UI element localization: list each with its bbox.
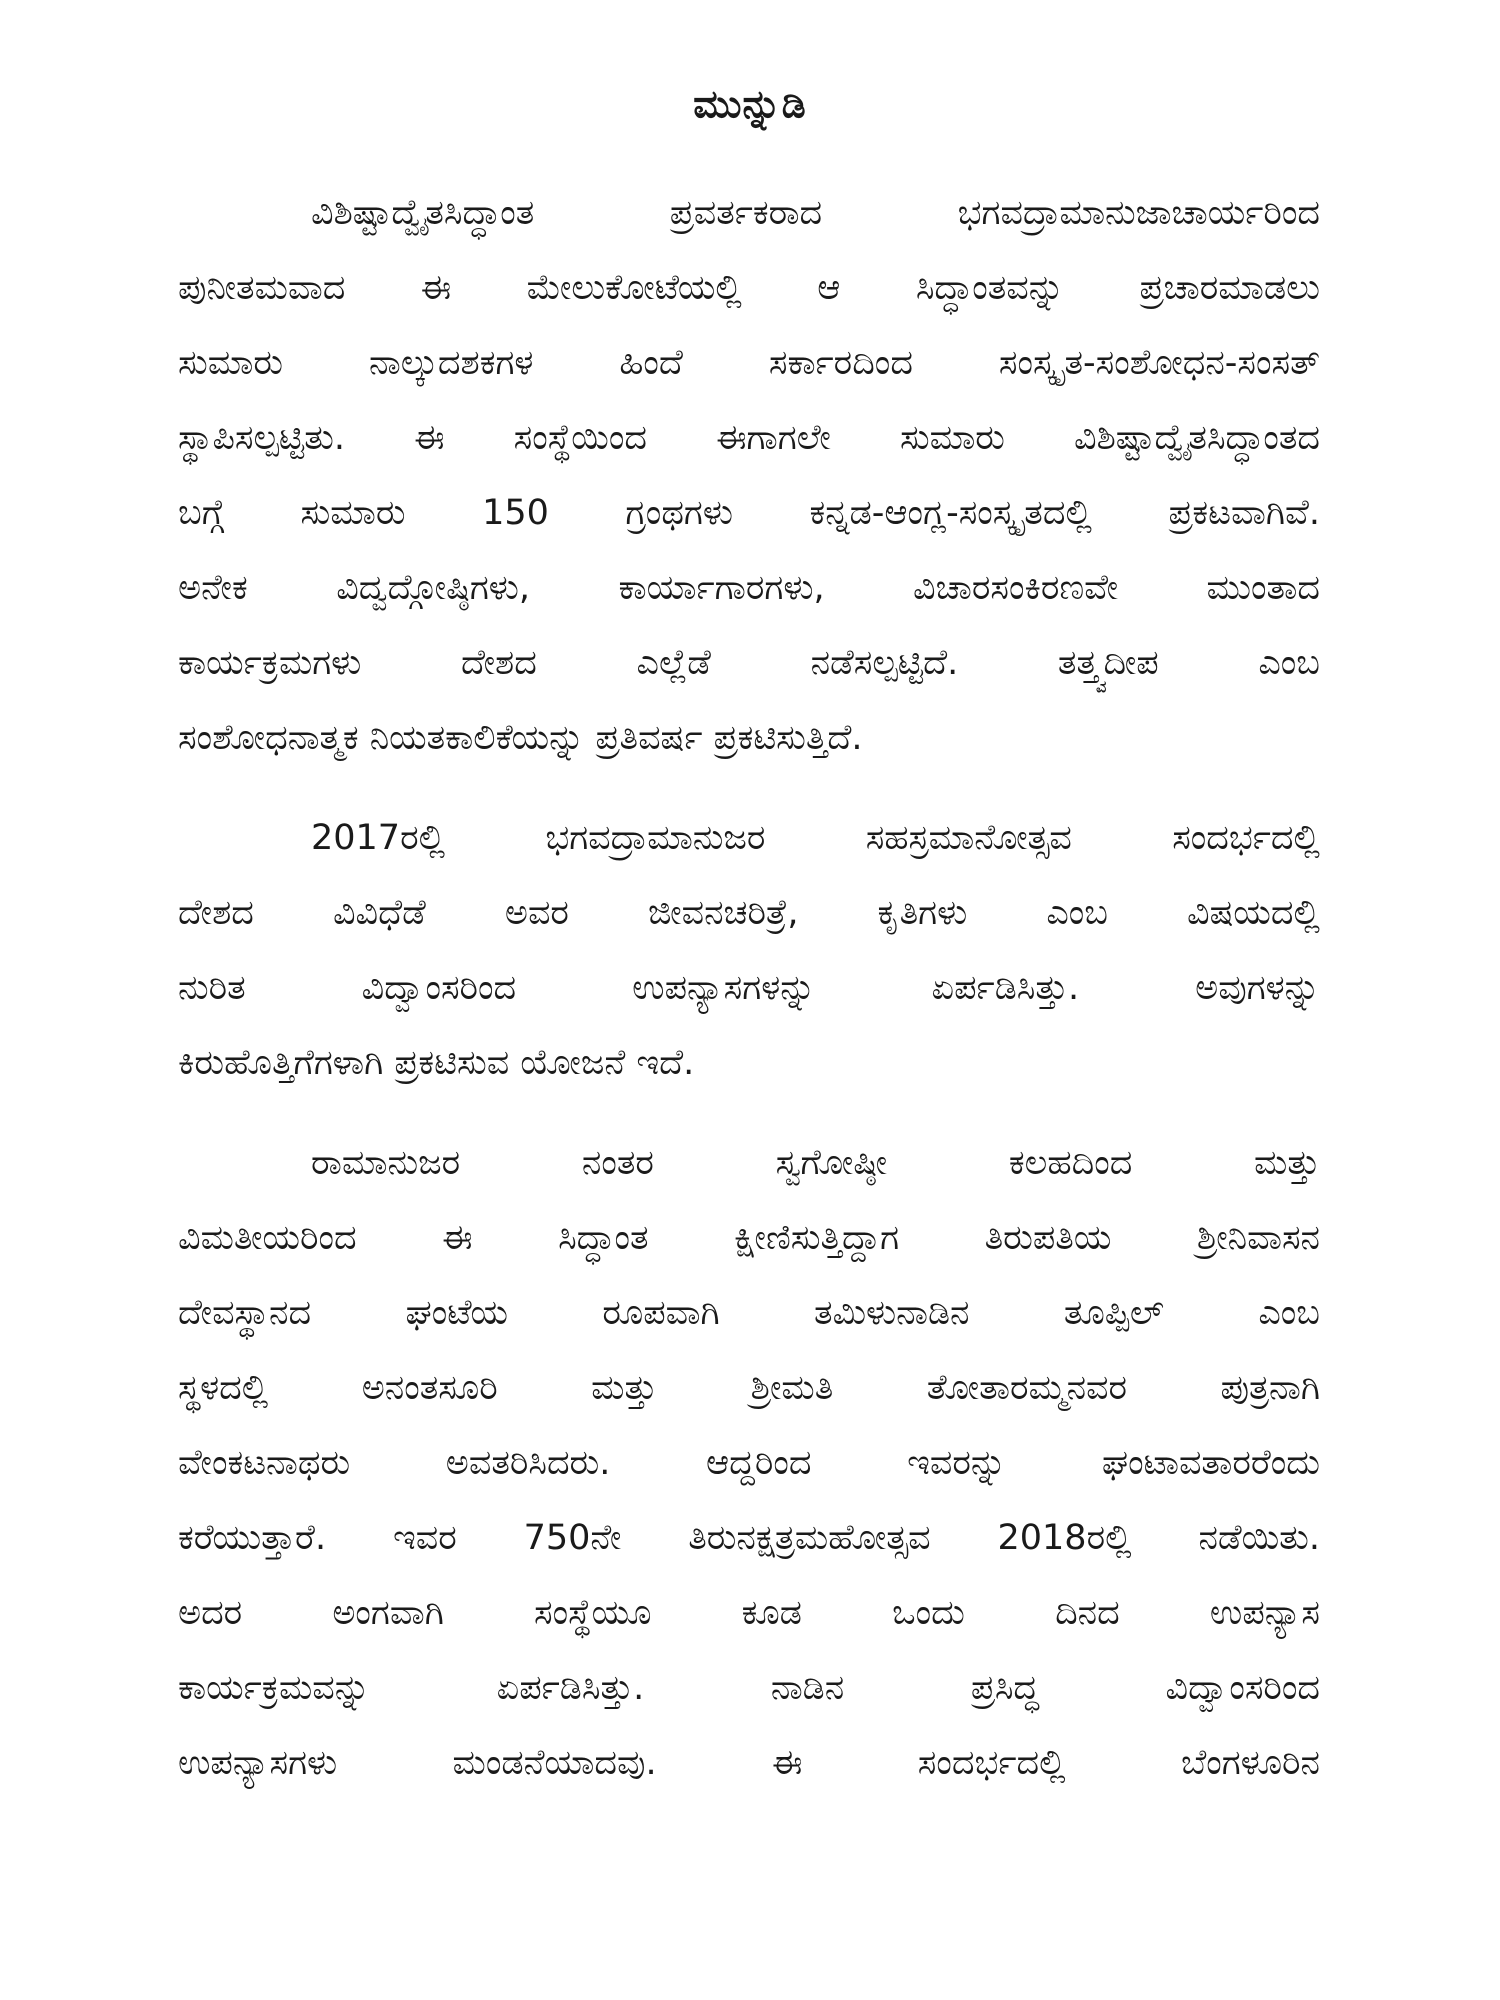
text-line: ವಿಮತೀಯರಿಂದ ಈ ಸಿದ್ಧಾಂತ ಕ್ಷೀಣಿಸುತ್ತಿದ್ದಾಗ ತಿರುಪತಿಯ ಶ್ರೀನಿವಾಸನ (178, 1218, 1320, 1258)
text-line: ವೇಂಕಟನಾಥರು ಅವತರಿಸಿದರು. ಆದ್ದರಿಂದ ಇವರನ್ನು ಘಂಟಾವತಾರರೆಂದು (178, 1443, 1320, 1483)
text-line: ಸ್ಥಾಪಿಸಲ್ಪಟ್ಟಿತು. ಈ ಸಂಸ್ಥೆಯಿಂದ ಈಗಾಗಲೇ ಸುಮಾರು ವಿಶಿಷ್ಟಾದ್ವೈತಸಿದ್ಧಾಂತದ (178, 418, 1320, 458)
text-line: ಸಂಶೋಧನಾತ್ಮಕ ನಿಯತಕಾಲಿಕೆಯನ್ನು ಪ್ರತಿವರ್ಷ ಪ್ರಕಟಿಸುತ್ತಿದೆ. (178, 718, 863, 758)
text-line: ದೇವಸ್ಥಾನದ ಘಂಟೆಯ ರೂಪವಾಗಿ ತಮಿಳುನಾಡಿನ ತೂಪ್ಪಿಲ್ ಎಂಬ (178, 1293, 1320, 1333)
text-line: ದೇಶದ ವಿವಿಧೆಡೆ ಅವರ ಜೀವನಚರಿತ್ರೆ, ಕೃತಿಗಳು ಎಂಬ ವಿಷಯದಲ್ಲಿ (178, 893, 1320, 933)
text-line: ಬಗ್ಗೆ ಸುಮಾರು 150 ಗ್ರಂಥಗಳು ಕನ್ನಡ-ಆಂಗ್ಲ-ಸಂಸ್ಕೃತದಲ್ಲಿ ಪ್ರಕಟವಾಗಿವೆ. (178, 493, 1320, 533)
text-line: ರಾಮಾನುಜರ ನಂತರ ಸ್ವಗೋಷ್ಠೀ ಕಲಹದಿಂದ ಮತ್ತು (311, 1143, 1320, 1183)
text-line: ಕಾರ್ಯಕ್ರಮಗಳು ದೇಶದ ಎಲ್ಲೆಡೆ ನಡೆಸಲ್ಪಟ್ಟಿದೆ. ತತ್ತ್ವದೀಪ ಎಂಬ (178, 643, 1320, 683)
text-line: ಕಿರುಹೊತ್ತಿಗೆಗಳಾಗಿ ಪ್ರಕಟಿಸುವ ಯೋಜನೆ ಇದೆ. (178, 1043, 695, 1083)
text-line: ವಿಶಿಷ್ಟಾದ್ವೈತಸಿದ್ಧಾಂತ ಪ್ರವರ್ತಕರಾದ ಭಗವದ್ರಾಮಾನುಜಾಚಾರ್ಯರಿಂದ (311, 193, 1320, 233)
text-line: ಸ್ಥಳದಲ್ಲಿ ಅನಂತಸೂರಿ ಮತ್ತು ಶ್ರೀಮತಿ ತೋತಾರಮ್ಮನವರ ಪುತ್ರನಾಗಿ (178, 1368, 1320, 1408)
text-line: ಪುನೀತಮವಾದ ಈ ಮೇಲುಕೋಟೆಯಲ್ಲಿ ಆ ಸಿದ್ಧಾಂತವನ್ನು ಪ್ರಚಾರಮಾಡಲು (178, 268, 1320, 308)
text-line: ಕರೆಯುತ್ತಾರೆ. ಇವರ 750ನೇ ತಿರುನಕ್ಷತ್ರಮಹೋತ್ಸವ 2018ರಲ್ಲಿ ನಡೆಯಿತು. (178, 1518, 1320, 1558)
text-line: ಕಾರ್ಯಕ್ರಮವನ್ನು ಏರ್ಪಡಿಸಿತ್ತು. ನಾಡಿನ ಪ್ರಸಿದ್ಧ ವಿದ್ವಾಂಸರಿಂದ (178, 1668, 1320, 1708)
text-line: 2017ರಲ್ಲಿ ಭಗವದ್ರಾಮಾನುಜರ ಸಹಸ್ರಮಾನೋತ್ಸವ ಸಂದರ್ಭದಲ್ಲಿ (311, 818, 1320, 858)
text-line: ಅದರ ಅಂಗವಾಗಿ ಸಂಸ್ಥೆಯೂ ಕೂಡ ಒಂದು ದಿನದ ಉಪನ್ಯಾಸ (178, 1593, 1320, 1633)
paragraph-3 (178, 1126, 1320, 1801)
text-line: ಅನೇಕ ವಿದ್ವದ್ಗೋಷ್ಠಿಗಳು, ಕಾರ್ಯಾಗಾರಗಳು, ವಿಚಾರಸಂಕಿರಣವೇ ಮುಂತಾದ (178, 568, 1320, 608)
page-title: ಮುನ್ನುಡಿ (693, 82, 807, 126)
paragraph-2 (178, 801, 1320, 1101)
body-text (178, 176, 1320, 1801)
text-line: ನುರಿತ ವಿದ್ವಾಂಸರಿಂದ ಉಪನ್ಯಾಸಗಳನ್ನು ಏರ್ಪಡಿಸಿತ್ತು. ಅವುಗಳನ್ನು (178, 968, 1320, 1008)
paragraph-1 (178, 176, 1320, 776)
text-line: ಸುಮಾರು ನಾಲ್ಕುದಶಕಗಳ ಹಿಂದೆ ಸರ್ಕಾರದಿಂದ ಸಂಸ್ಕೃತ-ಸಂಶೋಧನ-ಸಂಸತ್ (178, 343, 1320, 383)
text-line: ಉಪನ್ಯಾಸಗಳು ಮಂಡನೆಯಾದವು. ಈ ಸಂದರ್ಭದಲ್ಲಿ ಬೆಂಗಳೂರಿನ (178, 1743, 1320, 1783)
